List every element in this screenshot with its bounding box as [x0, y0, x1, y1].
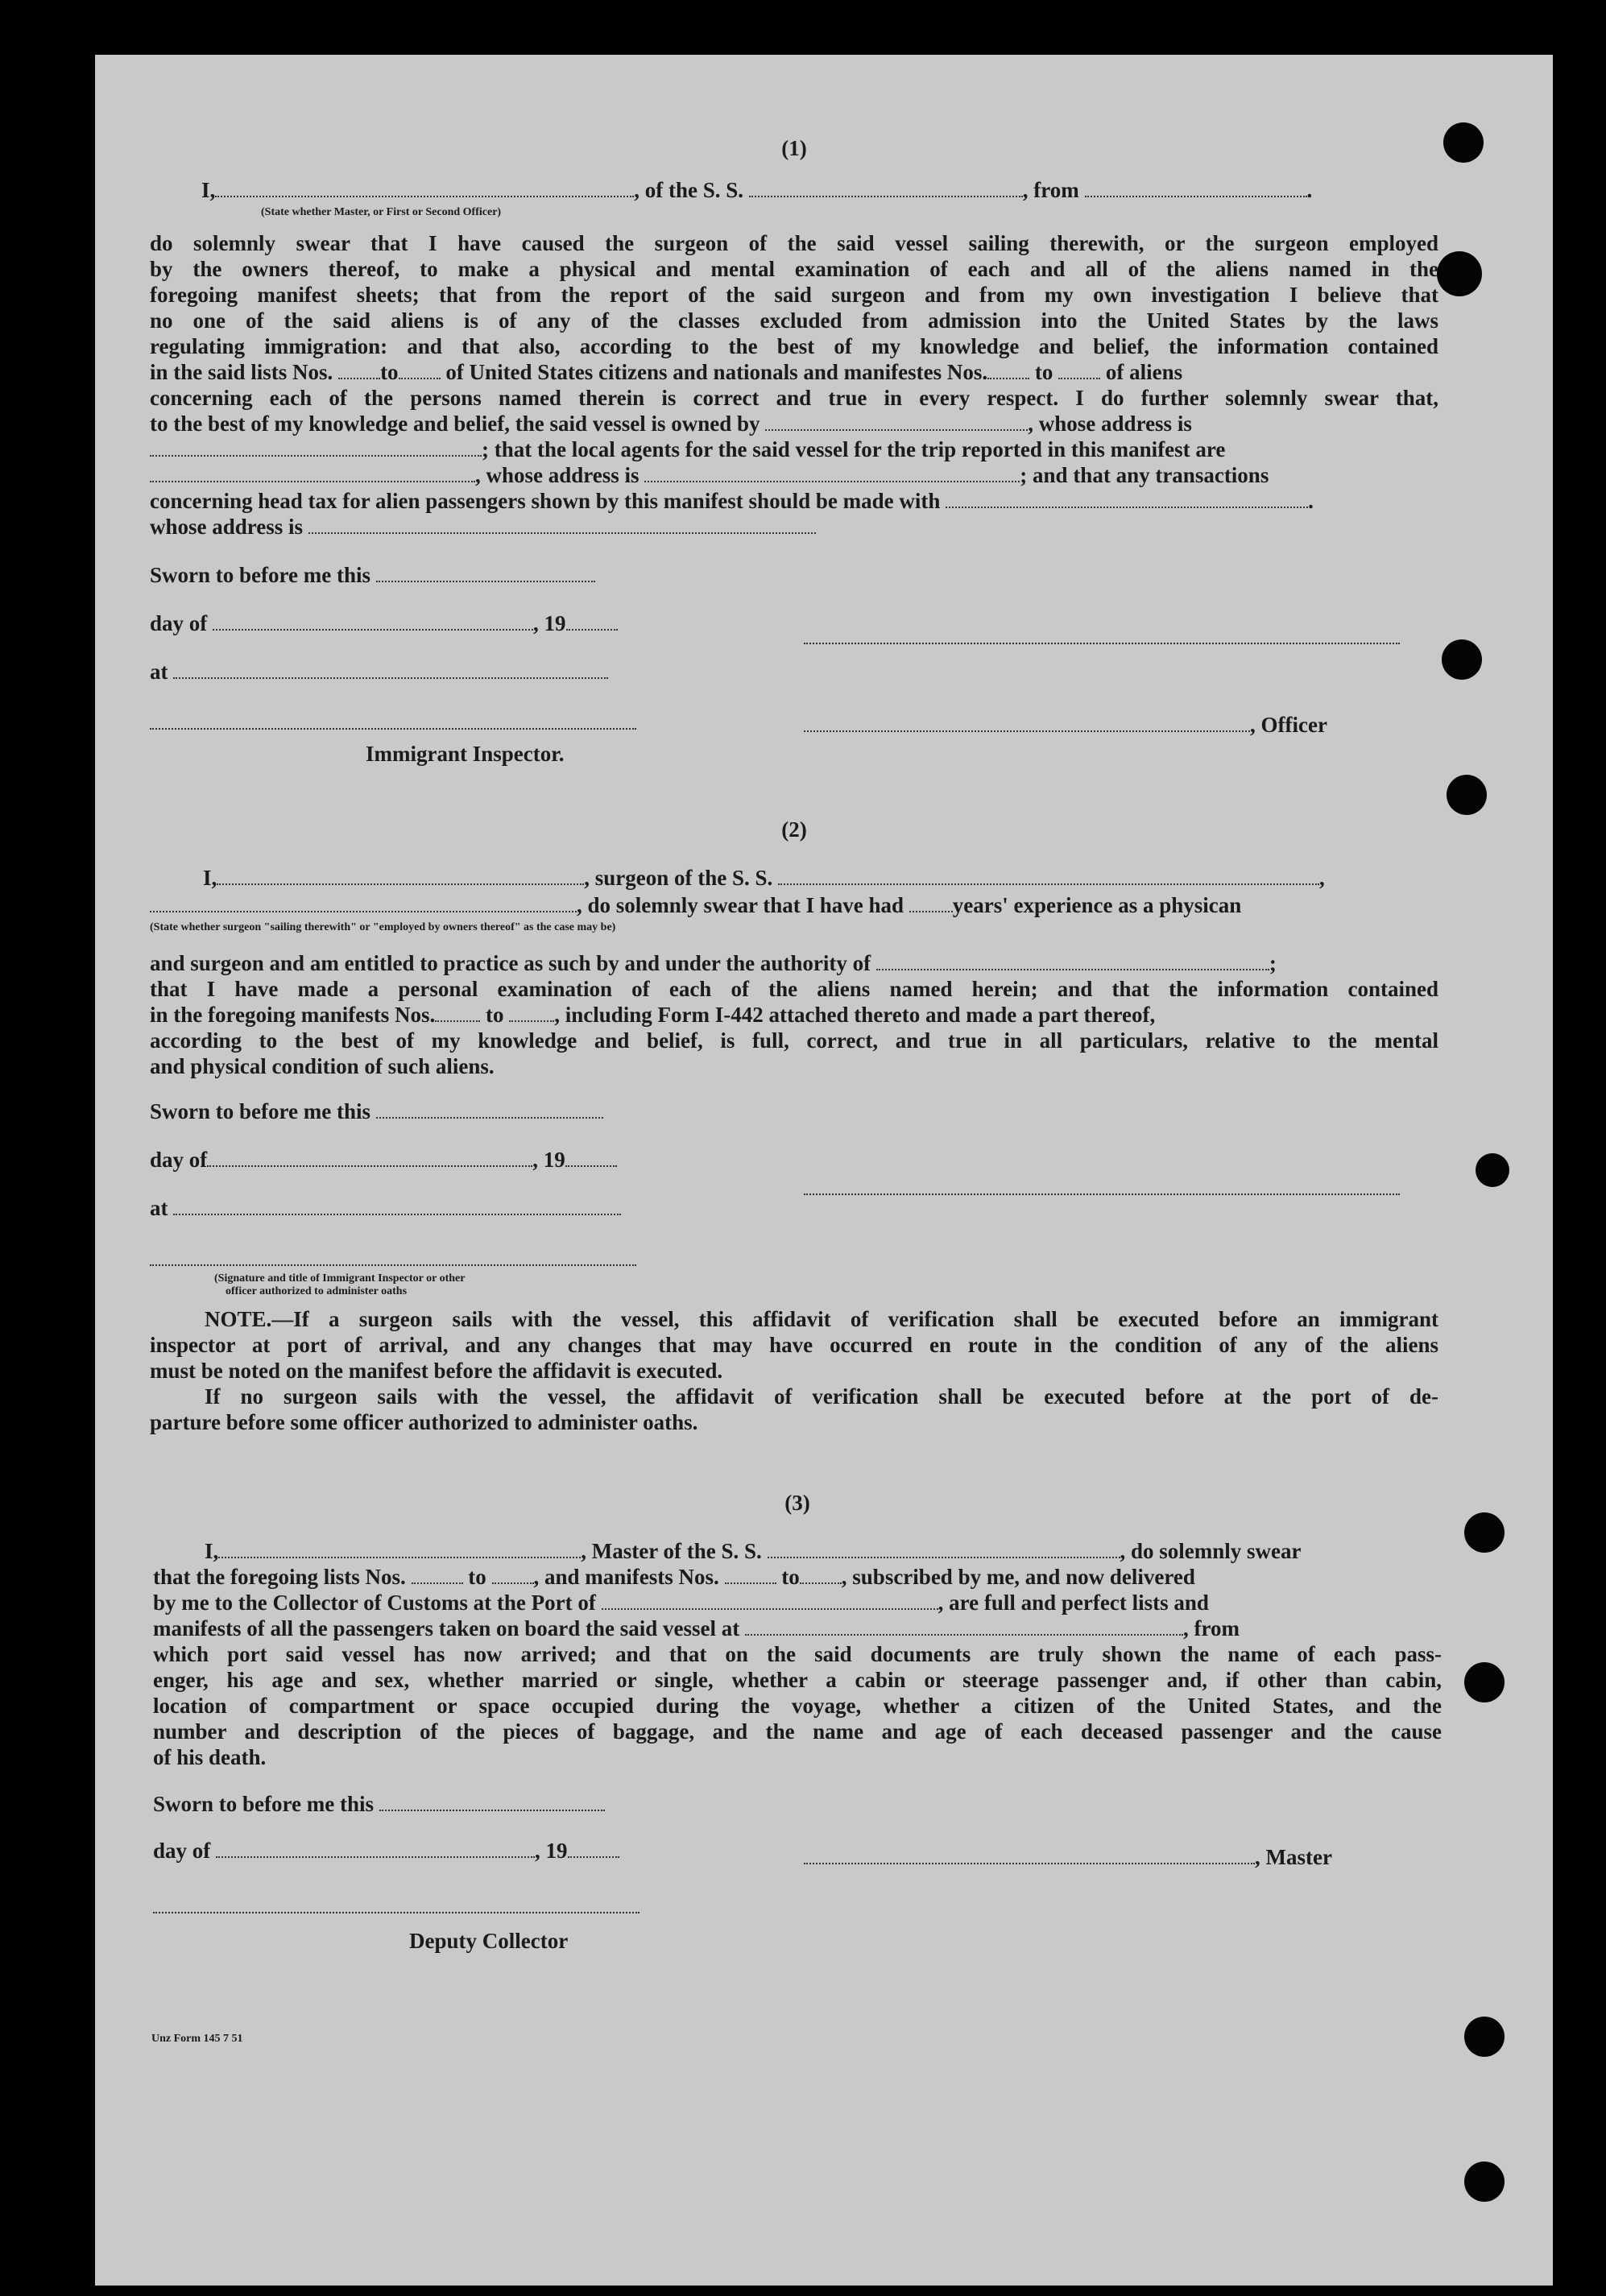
master-name-field[interactable] — [218, 1541, 581, 1558]
manifest-no-to-field[interactable] — [1058, 362, 1100, 379]
from-field[interactable] — [1085, 180, 1307, 197]
punch-hole — [1464, 1662, 1505, 1702]
section-1 — [150, 135, 1438, 844]
oath-line: that I have made a personal examination of each of the aliens named herein; and that the information contained — [150, 977, 1438, 1001]
at-line: at — [150, 659, 1438, 685]
oath-line: according to the best of my knowledge and belief, is full, correct, and true in all particulars, relative to the mental — [150, 1028, 1438, 1053]
collector-label: Deputy Collector — [409, 1929, 569, 1953]
signature-note: (Signature and title of Immigrant Inspector or other — [214, 1272, 466, 1285]
sworn-line: Sworn to before me this — [150, 562, 1438, 588]
oath-line: concerning head tax for alien passengers shown by this manifest should be made with . — [150, 489, 1314, 513]
note-line: parture before some officer authorized to administer oaths. — [150, 1410, 698, 1434]
list-no-to-field[interactable] — [399, 362, 441, 379]
oath-line: which port said vessel has now arrived; and that on the said documents are truly shown the name of each pass- — [153, 1642, 1442, 1666]
sworn-line: Sworn to before me this — [150, 1098, 1438, 1124]
day-field[interactable] — [213, 613, 533, 631]
master-signature-line: , Master — [804, 1844, 1442, 1870]
year-field[interactable] — [568, 1840, 619, 1858]
oath-line: number and description of the pieces of baggage, and the name and age of each deceased passenger and the cause — [153, 1719, 1442, 1744]
oath-line: , whose address is ; and that any transactions — [150, 462, 1438, 488]
year-field[interactable] — [565, 1149, 617, 1167]
master-vessel-field[interactable] — [768, 1541, 1120, 1558]
manifest-no-to-field[interactable] — [800, 1566, 842, 1584]
punch-hole — [1464, 1512, 1505, 1553]
years-field[interactable] — [909, 895, 953, 912]
manifest-no-from-field[interactable] — [435, 1004, 480, 1022]
day-field[interactable] — [216, 1840, 535, 1858]
master-signature-field[interactable] — [804, 1847, 1255, 1864]
list-no-from-field[interactable] — [412, 1566, 463, 1584]
signature-note: officer authorized to administer oaths — [226, 1285, 408, 1297]
punch-hole — [1443, 122, 1484, 163]
officer-note: (State whether Master, or First or Second Officer) — [261, 206, 502, 218]
manifest-no-to-field[interactable] — [509, 1004, 554, 1022]
oath-line: in the foregoing manifests Nos. to , including Form I-442 attached thereto and made a part thereof, — [150, 1003, 1156, 1027]
agents-address-field[interactable] — [644, 465, 1020, 482]
oath-line: do solemnly swear that I have caused the surgeon of the said vessel sailing therewith, or the surgeon employed — [150, 231, 1438, 255]
oath-line: no one of the said aliens is of any of the classes excluded from admission into the United States by the laws — [150, 308, 1438, 333]
sworn-line: Sworn to before me this — [153, 1791, 1442, 1817]
year-field[interactable] — [566, 613, 618, 631]
oath-line: and surgeon and am entitled to practice as such by and under the authority of ; — [150, 951, 1277, 975]
note-line: NOTE.—If a surgeon sails with the vessel, this affidavit of verification shall be executed before an immigrant — [205, 1307, 1438, 1331]
section-number: (2) — [781, 817, 807, 842]
section-2 — [150, 817, 1438, 1509]
oath-line: that the foregoing lists Nos. to , and manifests Nos. to , subscribed by me, and now delivered — [153, 1565, 1195, 1589]
inspector-signature-field[interactable] — [150, 728, 636, 730]
manifest-no-from-field[interactable] — [987, 362, 1029, 379]
oath-line: in the said lists Nos. to of United States citizens and nationals and manifestes Nos. to of aliens — [150, 360, 1183, 384]
at-field[interactable] — [173, 661, 608, 679]
oath-line: to the best of my knowledge and belief, the said vessel is owned by , whose address is — [150, 412, 1192, 436]
day-line: day of , 19 — [153, 1838, 1442, 1864]
form-number: Unz Form 145 7 51 — [151, 2033, 243, 2045]
collector-signature-field[interactable] — [153, 1912, 640, 1913]
at-line: at — [150, 1195, 1438, 1221]
oath-line: by the owners thereof, to make a physical and mental examination of each and all of the aliens named in the — [150, 257, 1438, 281]
name-field[interactable] — [215, 180, 634, 197]
punch-hole — [1442, 639, 1482, 680]
oath-line: enger, his age and sex, whether married or single, whether a cabin or steerage passenger and, if other than cabin, — [153, 1668, 1442, 1692]
officer-signature-field[interactable] — [804, 714, 1250, 732]
agents-field[interactable] — [150, 465, 475, 482]
form-page — [95, 55, 1553, 2286]
at-field[interactable] — [173, 1198, 621, 1215]
manifest-no-from-field[interactable] — [725, 1566, 776, 1584]
vessel-field[interactable] — [749, 180, 1023, 197]
inspector-label: Immigrant Inspector. — [366, 742, 565, 766]
day-field[interactable] — [207, 1149, 532, 1167]
day-line: day of , 19 — [150, 1147, 1438, 1173]
master-line: I, , of the S. S. , from . — [201, 178, 1313, 202]
master-line: I, , Master of the S. S. , do solemnly swear — [205, 1539, 1302, 1563]
surgeon-note: (State whether surgeon "sailing therewith" or "employed by owners thereof" as the case may be) — [150, 921, 616, 933]
punch-hole — [1437, 251, 1482, 296]
punch-hole — [1464, 2162, 1505, 2202]
inspector-signature-field[interactable] — [150, 1264, 636, 1266]
oath-line: whose address is — [150, 514, 1438, 540]
oath-line: foregoing manifest sheets; that from the report of the said surgeon and from my own investigation I believe that — [150, 283, 1438, 307]
oath-line: ; that the local agents for the said vessel for the trip reported in this manifest are — [150, 436, 1438, 462]
section-number: (1) — [781, 136, 807, 160]
sworn-field[interactable] — [376, 1101, 603, 1119]
surgeon-name-field[interactable] — [217, 867, 584, 885]
head-tax-address-field[interactable] — [308, 516, 816, 534]
sworn-field[interactable] — [376, 565, 595, 582]
list-no-to-field[interactable] — [492, 1566, 534, 1584]
day-line: day of , 19 — [150, 610, 1438, 636]
oath-line: location of compartment or space occupied during the voyage, whether a citizen of the United States, and the — [153, 1694, 1442, 1718]
sworn-field[interactable] — [379, 1793, 605, 1811]
oath-line: by me to the Collector of Customs at the Port of , are full and perfect lists and — [153, 1591, 1209, 1615]
officer-signature-line: , Officer — [804, 712, 1438, 738]
port-field[interactable] — [602, 1592, 938, 1610]
boarding-port-field[interactable] — [745, 1618, 1183, 1636]
owner-address-field[interactable] — [150, 439, 482, 457]
oath-line: and physical condition of such aliens. — [150, 1054, 495, 1078]
owner-field[interactable] — [765, 413, 1028, 431]
punch-hole — [1447, 775, 1487, 815]
head-tax-field[interactable] — [946, 490, 1308, 508]
surgeon-line: I, , surgeon of the S. S. , — [203, 866, 1325, 890]
authority-field[interactable] — [876, 953, 1269, 970]
oath-line: regulating immigration: and that also, according to the best of my knowledge and belief, the information contained — [150, 334, 1438, 358]
oath-line: of his death. — [153, 1745, 267, 1769]
oath-line: concerning each of the persons named therein is correct and true in every respect. I do further solemnly swear that, — [150, 386, 1438, 410]
list-no-from-field[interactable] — [338, 362, 380, 379]
surgeon-vessel-field[interactable] — [778, 867, 1319, 885]
section-3 — [153, 1490, 1442, 2199]
master-signature-field[interactable] — [804, 643, 1400, 644]
punch-hole — [1476, 1153, 1509, 1187]
note-line: must be noted on the manifest before the affidavit is executed. — [150, 1359, 723, 1383]
note-line: If no surgeon sails with the vessel, the affidavit of verification shall be executed before at the port of de- — [205, 1384, 1438, 1409]
surgeon-signature-field[interactable] — [804, 1194, 1400, 1195]
surgeon-line: , do solemnly swear that I have had years' experience as a physican — [150, 892, 1438, 918]
surgeon-type-field[interactable] — [150, 895, 577, 912]
oath-line: manifests of all the passengers taken on board the said vessel at , from — [153, 1616, 1240, 1640]
section-number: (3) — [784, 1491, 810, 1515]
note-line: inspector at port of arrival, and any changes that may have occurred en route in the condition of any of the aliens — [150, 1333, 1438, 1357]
